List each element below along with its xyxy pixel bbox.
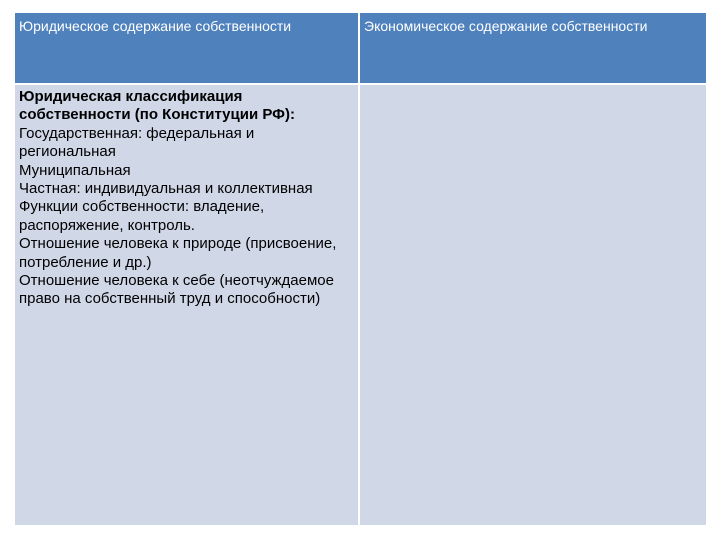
list-item: Частная: индивидуальная и коллективная xyxy=(19,180,313,198)
list-item: Функции собственности: владение, распоряжение, контроль. xyxy=(19,198,265,234)
comparison-table xyxy=(15,13,706,525)
cell-heading: Юридическая классификация собственности (по Конституции РФ): xyxy=(19,88,295,124)
list-item: Отношение человека к себе (неотчуждаемое право на собственный труд и способности) xyxy=(19,272,334,308)
list-item: Муниципальная xyxy=(19,161,131,179)
list-item: Отношение человека к природе (присвоение, потребление и др.) xyxy=(19,235,337,271)
cell-legal-classification xyxy=(15,85,358,525)
cell-economic-empty xyxy=(360,85,706,525)
header-economic-content: Экономическое содержание собственности xyxy=(360,13,706,83)
list-item: Государственная: федеральная и региональная xyxy=(19,124,255,161)
header-legal-content: Юридическое содержание собственности xyxy=(15,13,358,83)
